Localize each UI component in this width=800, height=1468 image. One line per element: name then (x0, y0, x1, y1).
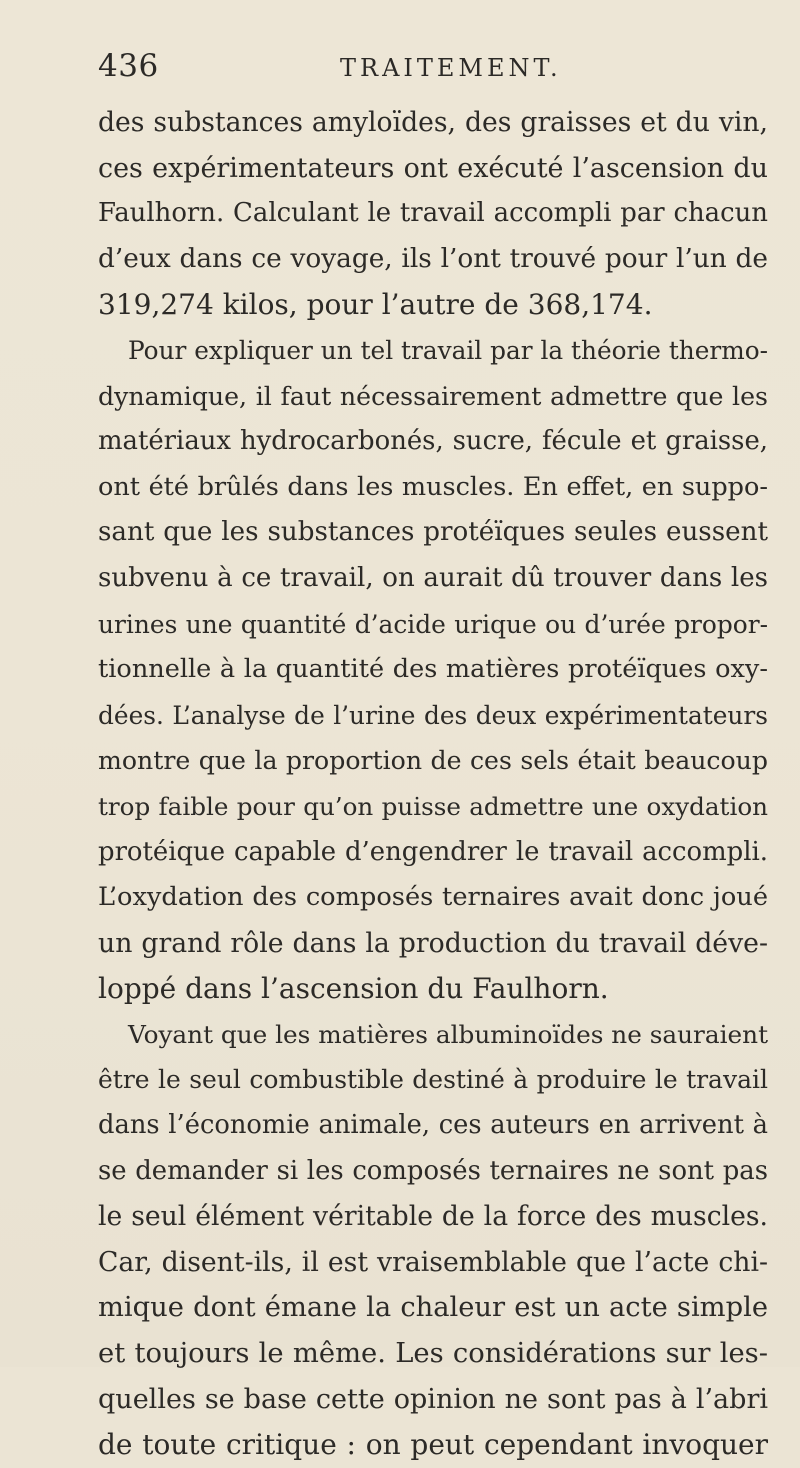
text-line: dans l’économie animale, ces auteurs en arrivent à (98, 1110, 768, 1141)
text-line: le seul élément véritable de la force des muscles. (98, 1201, 768, 1233)
body-text (98, 100, 768, 1468)
text-line: mique dont émane la chaleur est un acte simple (98, 1292, 768, 1324)
text-line: d’eux dans ce voyage, ils l’ont trouvé pour l’un de (98, 243, 768, 274)
text-line: et toujours le même. Les considérations sur les- (98, 1338, 768, 1370)
text-line: montre que la proportion de ces sels était beaucoup (98, 746, 768, 776)
text-line: se demander si les composés ternaires ne sont pas (98, 1155, 768, 1186)
text-line: L’oxydation des composés ternaires avait donc joué (98, 882, 768, 913)
page-number: 436 (98, 48, 159, 84)
text-line: des substances amyloïdes, des graisses et du vin, (98, 107, 768, 138)
text-line: Car, disent-ils, il est vraisemblable que l’acte chi- (98, 1246, 768, 1278)
paragraph-start-line: Pour expliquer un tel travail par la théorie thermo- (128, 335, 768, 365)
text-line: dynamique, il faut nécessairement admettre que les (98, 381, 768, 411)
text-line: matériaux hydrocarbonés, sucre, fécule et graisse, (98, 426, 768, 457)
text-line: subvenu à ce travail, on aurait dû trouver dans les (98, 562, 768, 593)
text-line: loppé dans l’ascension du Faulhorn. (98, 972, 609, 1006)
text-line: être le seul combustible destiné à produire le travail (98, 1065, 768, 1095)
text-line: dées. L’analyse de l’urine des deux expérimentateurs (98, 700, 768, 730)
text-line: sant que les substances protéïques seules eussent (98, 517, 768, 548)
text-line: 319,274 kilos, pour l’autre de 368,174. (98, 288, 653, 322)
text-line: Faulhorn. Calculant le travail accompli par chacun (98, 198, 768, 229)
text-line: un grand rôle dans la production du travail déve- (98, 927, 768, 959)
page-header (98, 46, 758, 86)
text-line: urines une quantité d’acide urique ou d’urée propor- (98, 609, 768, 639)
text-line: ont été brûlés dans les muscles. En effet, en suppo- (98, 471, 768, 502)
text-line: ces expérimentateurs ont exécuté l’ascension du (98, 152, 768, 184)
paragraph-start-line: Voyant que les matières albuminoïdes ne sauraient (128, 1019, 768, 1049)
text-line: trop faible pour qu’on puisse admettre une oxydation (98, 791, 768, 821)
text-line: quelles se base cette opinion ne sont pas à l’abri (98, 1383, 768, 1415)
text-line: de toute critique : on peut cependant invoquer (98, 1428, 768, 1462)
running-title: TRAITEMENT. (340, 54, 562, 82)
text-line: protéique capable d’engendrer le travail accompli. (98, 836, 768, 867)
text-line: tionnelle à la quantité des matières protéïques oxy- (98, 654, 768, 685)
